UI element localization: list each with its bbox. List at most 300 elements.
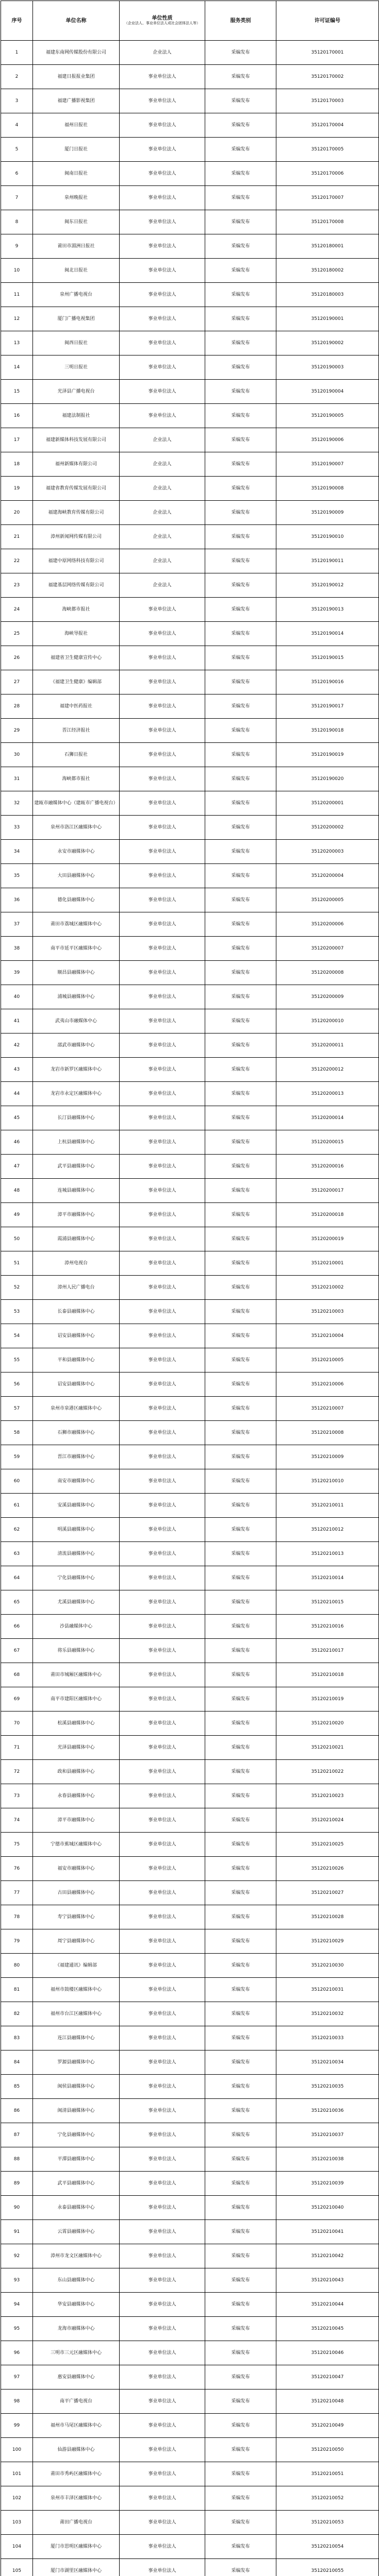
cell-unit-name: 永泰县融媒体中心 <box>33 2196 120 2220</box>
cell-unit-name: 厦门市思明区融媒体中心 <box>33 2535 120 2559</box>
table-row <box>1 2486 379 2511</box>
cell-service-type: 采编发布 <box>205 2462 276 2486</box>
cell-unit-name: 海峡导报社 <box>33 622 120 646</box>
cell-unit-nature: 事业单位法人 <box>120 2196 205 2220</box>
cell-license-number: 35120210054 <box>276 2535 379 2559</box>
cell-unit-nature: 企业法人 <box>120 525 205 549</box>
cell-license-number: 35120210027 <box>276 1881 379 1905</box>
cell-service-type: 采编发布 <box>205 767 276 791</box>
cell-seq: 18 <box>1 452 33 477</box>
cell-service-type: 采编发布 <box>205 2099 276 2123</box>
cell-unit-nature: 事业单位法人 <box>120 719 205 743</box>
table-row <box>1 1445 379 1469</box>
cell-license-number: 35120170007 <box>276 186 379 210</box>
cell-service-type: 采编发布 <box>205 452 276 477</box>
table-row <box>1 89 379 113</box>
cell-unit-nature: 事业单位法人 <box>120 864 205 888</box>
cell-license-number: 35120180002 <box>276 259 379 283</box>
table-row <box>1 937 379 961</box>
table-row <box>1 501 379 525</box>
cell-unit-name: 龙岩市永定区融媒体中心 <box>33 1082 120 1106</box>
cell-unit-name: 武夷山市融媒体中心 <box>33 1009 120 1033</box>
table-row <box>1 2026 379 2050</box>
cell-unit-nature: 事业单位法人 <box>120 816 205 840</box>
cell-license-number: 35120190012 <box>276 573 379 598</box>
cell-unit-name: 南安市融媒体中心 <box>33 1469 120 1494</box>
cell-unit-name: 福建中医药报社 <box>33 694 120 719</box>
cell-service-type: 采编发布 <box>205 2026 276 2050</box>
cell-seq: 46 <box>1 1130 33 1155</box>
table-row <box>1 1300 379 1324</box>
cell-seq: 82 <box>1 2002 33 2026</box>
cell-seq: 97 <box>1 2365 33 2389</box>
cell-license-number: 35120200014 <box>276 1106 379 1130</box>
cell-unit-nature: 事业单位法人 <box>120 2172 205 2196</box>
table-row <box>1 1736 379 1760</box>
cell-license-number: 35120200005 <box>276 888 379 912</box>
cell-unit-name: 石狮市融媒体中心 <box>33 1421 120 1445</box>
cell-seq: 19 <box>1 477 33 501</box>
table-row <box>1 283 379 307</box>
cell-service-type: 采编发布 <box>205 2438 276 2462</box>
cell-service-type: 采编发布 <box>205 1397 276 1421</box>
cell-unit-nature: 事业单位法人 <box>120 1542 205 1566</box>
cell-unit-nature: 事业单位法人 <box>120 1590 205 1615</box>
cell-unit-name: 宁德市蕉城区融媒体中心 <box>33 1833 120 1857</box>
cell-license-number: 35120170002 <box>276 65 379 89</box>
cell-license-number: 35120190016 <box>276 670 379 694</box>
cell-service-type: 采编发布 <box>205 2365 276 2389</box>
table-row <box>1 380 379 404</box>
cell-license-number: 35120210035 <box>276 2075 379 2099</box>
cell-unit-nature: 事业单位法人 <box>120 2317 205 2341</box>
table-row <box>1 2462 379 2486</box>
cell-seq: 38 <box>1 937 33 961</box>
cell-service-type: 采编发布 <box>205 1324 276 1348</box>
cell-seq: 21 <box>1 525 33 549</box>
cell-unit-name: 莆田市城厢区融媒体中心 <box>33 1663 120 1687</box>
cell-unit-nature: 事业单位法人 <box>120 1808 205 1833</box>
cell-seq: 4 <box>1 113 33 138</box>
cell-unit-name: 福建日报报业集团 <box>33 65 120 89</box>
cell-license-number: 35120210045 <box>276 2317 379 2341</box>
cell-service-type: 采编发布 <box>205 2050 276 2075</box>
cell-unit-name: 《福建卫生健康》编辑部 <box>33 670 120 694</box>
cell-unit-nature: 事业单位法人 <box>120 791 205 816</box>
table-row <box>1 404 379 428</box>
cell-unit-name: 福建海峡教育传媒有限公司 <box>33 501 120 525</box>
cell-unit-name: 东山县融媒体中心 <box>33 2268 120 2293</box>
cell-unit-name: 华安县融媒体中心 <box>33 2293 120 2317</box>
cell-unit-nature: 事业单位法人 <box>120 1445 205 1469</box>
table-row <box>1 1009 379 1033</box>
table-row <box>1 2293 379 2317</box>
cell-license-number: 35120210047 <box>276 2365 379 2389</box>
cell-unit-nature: 事业单位法人 <box>120 1227 205 1251</box>
cell-seq: 39 <box>1 961 33 985</box>
cell-seq: 54 <box>1 1324 33 1348</box>
cell-unit-nature: 事业单位法人 <box>120 985 205 1009</box>
cell-license-number: 35120210052 <box>276 2486 379 2511</box>
cell-license-number: 35120190005 <box>276 404 379 428</box>
cell-unit-nature: 事业单位法人 <box>120 355 205 380</box>
cell-seq: 32 <box>1 791 33 816</box>
cell-seq: 99 <box>1 2414 33 2438</box>
cell-unit-nature: 事业单位法人 <box>120 2244 205 2268</box>
table-row <box>1 694 379 719</box>
cell-license-number: 35120200004 <box>276 864 379 888</box>
cell-service-type: 采编发布 <box>205 864 276 888</box>
table-row <box>1 1929 379 1954</box>
cell-service-type: 采编发布 <box>205 573 276 598</box>
cell-license-number: 35120210010 <box>276 1469 379 1494</box>
cell-unit-nature: 事业单位法人 <box>120 743 205 767</box>
cell-service-type: 采编发布 <box>205 1082 276 1106</box>
cell-unit-nature: 事业单位法人 <box>120 2535 205 2559</box>
cell-seq: 103 <box>1 2511 33 2535</box>
cell-service-type: 采编发布 <box>205 138 276 162</box>
cell-unit-name: 福建基层网络传媒有限公司 <box>33 573 120 598</box>
table-row <box>1 428 379 452</box>
cell-service-type: 采编发布 <box>205 1929 276 1954</box>
cell-unit-name: 晋江经济报社 <box>33 719 120 743</box>
cell-service-type: 采编发布 <box>205 743 276 767</box>
table-row <box>1 2196 379 2220</box>
cell-service-type: 采编发布 <box>205 2389 276 2414</box>
cell-unit-nature: 事业单位法人 <box>120 1639 205 1663</box>
cell-seq: 53 <box>1 1300 33 1324</box>
cell-license-number: 35120200003 <box>276 840 379 864</box>
cell-license-number: 35120210049 <box>276 2414 379 2438</box>
cell-license-number: 35120210032 <box>276 2002 379 2026</box>
cell-service-type: 采编发布 <box>205 1978 276 2002</box>
cell-seq: 59 <box>1 1445 33 1469</box>
cell-unit-name: 莆田广播电视台 <box>33 2511 120 2535</box>
license-table <box>1 1 379 2576</box>
cell-unit-nature: 事业单位法人 <box>120 65 205 89</box>
table-row <box>1 598 379 622</box>
cell-service-type: 采编发布 <box>205 1300 276 1324</box>
cell-seq: 69 <box>1 1687 33 1711</box>
cell-seq: 2 <box>1 65 33 89</box>
cell-unit-name: 沙县融媒体中心 <box>33 1615 120 1639</box>
cell-unit-name: 南平广播电视台 <box>33 2389 120 2414</box>
cell-seq: 22 <box>1 549 33 573</box>
cell-unit-nature: 事业单位法人 <box>120 1494 205 1518</box>
cell-unit-nature: 事业单位法人 <box>120 646 205 670</box>
cell-service-type: 采编发布 <box>205 477 276 501</box>
cell-service-type: 采编发布 <box>205 816 276 840</box>
cell-unit-name: 福州市鼓楼区融媒体中心 <box>33 1978 120 2002</box>
table-row <box>1 2002 379 2026</box>
cell-unit-nature: 事业单位法人 <box>120 404 205 428</box>
cell-service-type: 采编发布 <box>205 162 276 186</box>
cell-unit-nature: 事业单位法人 <box>120 1203 205 1227</box>
cell-seq: 26 <box>1 646 33 670</box>
cell-seq: 3 <box>1 89 33 113</box>
cell-unit-nature: 事业单位法人 <box>120 113 205 138</box>
table-row <box>1 162 379 186</box>
cell-service-type: 采编发布 <box>205 2172 276 2196</box>
table-row <box>1 2389 379 2414</box>
cell-unit-name: 福建广播影视集团 <box>33 89 120 113</box>
table-row <box>1 477 379 501</box>
cell-unit-nature: 事业单位法人 <box>120 1760 205 1784</box>
cell-seq: 35 <box>1 864 33 888</box>
cell-unit-nature: 事业单位法人 <box>120 598 205 622</box>
cell-unit-nature: 事业单位法人 <box>120 622 205 646</box>
cell-service-type: 采编发布 <box>205 2002 276 2026</box>
cell-seq: 81 <box>1 1978 33 2002</box>
cell-seq: 24 <box>1 598 33 622</box>
cell-license-number: 35120200013 <box>276 1082 379 1106</box>
cell-unit-name: 永春县融媒体中心 <box>33 1784 120 1808</box>
cell-service-type: 采编发布 <box>205 1590 276 1615</box>
cell-license-number: 35120180003 <box>276 283 379 307</box>
table-row <box>1 2438 379 2462</box>
cell-unit-name: 宁化县融媒体中心 <box>33 2123 120 2147</box>
cell-seq: 9 <box>1 234 33 259</box>
cell-unit-nature: 事业单位法人 <box>120 2099 205 2123</box>
cell-unit-nature: 事业单位法人 <box>120 1687 205 1711</box>
table-row <box>1 2050 379 2075</box>
cell-unit-name: 福建省教育传媒发展有限公司 <box>33 477 120 501</box>
cell-unit-name: 三明日报社 <box>33 355 120 380</box>
cell-unit-name: 永安市融媒体中心 <box>33 840 120 864</box>
cell-service-type: 采编发布 <box>205 1905 276 1929</box>
cell-service-type: 采编发布 <box>205 1639 276 1663</box>
cell-seq: 45 <box>1 1106 33 1130</box>
cell-seq: 34 <box>1 840 33 864</box>
table-row <box>1 2559 379 2576</box>
cell-unit-name: 政和县融媒体中心 <box>33 1760 120 1784</box>
cell-seq: 58 <box>1 1421 33 1445</box>
cell-license-number: 35120180001 <box>276 234 379 259</box>
cell-unit-name: 泉州市泉港区融媒体中心 <box>33 1397 120 1421</box>
cell-seq: 63 <box>1 1542 33 1566</box>
cell-service-type: 采编发布 <box>205 331 276 355</box>
table-row <box>1 2147 379 2172</box>
table-row <box>1 1276 379 1300</box>
cell-seq: 65 <box>1 1590 33 1615</box>
cell-unit-nature: 事业单位法人 <box>120 1130 205 1155</box>
cell-seq: 20 <box>1 501 33 525</box>
table-row <box>1 1251 379 1276</box>
cell-license-number: 35120210031 <box>276 1978 379 2002</box>
cell-seq: 43 <box>1 1058 33 1082</box>
cell-service-type: 采编发布 <box>205 65 276 89</box>
cell-license-number: 35120210001 <box>276 1251 379 1276</box>
table-row <box>1 1663 379 1687</box>
cell-seq: 14 <box>1 355 33 380</box>
cell-service-type: 采编发布 <box>205 1542 276 1566</box>
cell-service-type: 采编发布 <box>205 1203 276 1227</box>
cell-license-number: 35120200007 <box>276 937 379 961</box>
cell-seq: 31 <box>1 767 33 791</box>
cell-service-type: 采编发布 <box>205 1663 276 1687</box>
cell-license-number: 35120190014 <box>276 622 379 646</box>
table-row <box>1 2099 379 2123</box>
cell-seq: 88 <box>1 2147 33 2172</box>
cell-unit-nature: 事业单位法人 <box>120 2438 205 2462</box>
cell-service-type: 采编发布 <box>205 1711 276 1736</box>
cell-service-type: 采编发布 <box>205 549 276 573</box>
cell-seq: 102 <box>1 2486 33 2511</box>
cell-unit-nature: 事业单位法人 <box>120 331 205 355</box>
cell-license-number: 35120210008 <box>276 1421 379 1445</box>
cell-seq: 100 <box>1 2438 33 2462</box>
table-row <box>1 1615 379 1639</box>
cell-service-type: 采编发布 <box>205 1033 276 1058</box>
header-seq: 序号 <box>1 1 33 41</box>
cell-service-type: 采编发布 <box>205 2293 276 2317</box>
cell-seq: 7 <box>1 186 33 210</box>
cell-license-number: 35120190018 <box>276 719 379 743</box>
cell-unit-nature: 事业单位法人 <box>120 89 205 113</box>
table-row <box>1 355 379 380</box>
cell-license-number: 35120170004 <box>276 113 379 138</box>
cell-seq: 80 <box>1 1954 33 1978</box>
cell-license-number: 35120190015 <box>276 646 379 670</box>
cell-seq: 15 <box>1 380 33 404</box>
cell-unit-nature: 事业单位法人 <box>120 1179 205 1203</box>
cell-license-number: 35120210029 <box>276 1929 379 1954</box>
header-unit-nature-subtitle: （企业法人、事业单位法人或社会团体法人等） <box>124 21 200 25</box>
cell-license-number: 35120200001 <box>276 791 379 816</box>
cell-license-number: 35120210016 <box>276 1615 379 1639</box>
cell-unit-name: 漳平市融媒体中心 <box>33 1808 120 1833</box>
cell-service-type: 采编发布 <box>205 113 276 138</box>
table-row <box>1 1348 379 1372</box>
table-row <box>1 113 379 138</box>
cell-unit-name: 福州市马尾区融媒体中心 <box>33 2414 120 2438</box>
table-row <box>1 2365 379 2389</box>
cell-unit-name: 闽南日报社 <box>33 162 120 186</box>
table-row <box>1 1494 379 1518</box>
table-row <box>1 1954 379 1978</box>
cell-license-number: 35120190001 <box>276 307 379 331</box>
cell-seq: 29 <box>1 719 33 743</box>
header-service-type: 服务类别 <box>205 1 276 41</box>
cell-seq: 90 <box>1 2196 33 2220</box>
cell-unit-nature: 事业单位法人 <box>120 186 205 210</box>
cell-unit-name: 闽侯县融媒体中心 <box>33 2075 120 2099</box>
cell-license-number: 35120210037 <box>276 2123 379 2147</box>
table-row <box>1 791 379 816</box>
cell-seq: 52 <box>1 1276 33 1300</box>
cell-seq: 55 <box>1 1348 33 1372</box>
cell-unit-name: 周宁县融媒体中心 <box>33 1929 120 1954</box>
cell-license-number: 35120170005 <box>276 138 379 162</box>
cell-license-number: 35120190007 <box>276 452 379 477</box>
cell-service-type: 采编发布 <box>205 2268 276 2293</box>
cell-license-number: 35120210020 <box>276 1711 379 1736</box>
cell-license-number: 35120190010 <box>276 525 379 549</box>
table-row <box>1 1469 379 1494</box>
cell-license-number: 35120210013 <box>276 1542 379 1566</box>
cell-license-number: 35120210050 <box>276 2438 379 2462</box>
cell-seq: 37 <box>1 912 33 937</box>
cell-unit-nature: 事业单位法人 <box>120 2389 205 2414</box>
table-row <box>1 1324 379 1348</box>
cell-license-number: 35120200018 <box>276 1203 379 1227</box>
table-row <box>1 1203 379 1227</box>
cell-unit-nature: 企业法人 <box>120 477 205 501</box>
cell-unit-nature: 事业单位法人 <box>120 1082 205 1106</box>
cell-seq: 78 <box>1 1905 33 1929</box>
cell-unit-name: 云霄县融媒体中心 <box>33 2220 120 2244</box>
cell-unit-name: 武平县融媒体中心 <box>33 1155 120 1179</box>
cell-service-type: 采编发布 <box>205 2123 276 2147</box>
cell-unit-nature: 事业单位法人 <box>120 2486 205 2511</box>
cell-unit-name: 将乐县融媒体中心 <box>33 1639 120 1663</box>
cell-unit-name: 惠安县融媒体中心 <box>33 2365 120 2389</box>
cell-unit-nature: 事业单位法人 <box>120 2147 205 2172</box>
cell-service-type: 采编发布 <box>205 1469 276 1494</box>
cell-service-type: 采编发布 <box>205 985 276 1009</box>
cell-license-number: 35120210007 <box>276 1397 379 1421</box>
cell-unit-nature: 事业单位法人 <box>120 1058 205 1082</box>
cell-seq: 12 <box>1 307 33 331</box>
table-row <box>1 1155 379 1179</box>
cell-license-number: 35120210038 <box>276 2147 379 2172</box>
cell-service-type: 采编发布 <box>205 1106 276 1130</box>
cell-seq: 1 <box>1 41 33 65</box>
cell-license-number: 35120210039 <box>276 2172 379 2196</box>
cell-service-type: 采编发布 <box>205 186 276 210</box>
cell-unit-nature: 事业单位法人 <box>120 2462 205 2486</box>
table-row <box>1 1808 379 1833</box>
cell-service-type: 采编发布 <box>205 1954 276 1978</box>
cell-license-number: 35120210044 <box>276 2293 379 2317</box>
cell-unit-nature: 事业单位法人 <box>120 961 205 985</box>
cell-service-type: 采编发布 <box>205 2317 276 2341</box>
cell-seq: 11 <box>1 283 33 307</box>
cell-service-type: 采编发布 <box>205 1808 276 1833</box>
cell-seq: 61 <box>1 1494 33 1518</box>
cell-service-type: 采编发布 <box>205 210 276 234</box>
cell-service-type: 采编发布 <box>205 598 276 622</box>
cell-service-type: 采编发布 <box>205 1881 276 1905</box>
cell-unit-name: 古田县融媒体中心 <box>33 1881 120 1905</box>
cell-unit-nature: 事业单位法人 <box>120 2002 205 2026</box>
cell-seq: 83 <box>1 2026 33 2050</box>
cell-unit-name: 顺昌县融媒体中心 <box>33 961 120 985</box>
table-row <box>1 1130 379 1155</box>
cell-service-type: 采编发布 <box>205 1227 276 1251</box>
cell-license-number: 35120210026 <box>276 1857 379 1881</box>
cell-license-number: 35120210053 <box>276 2511 379 2535</box>
cell-unit-nature: 事业单位法人 <box>120 2559 205 2576</box>
cell-unit-name: 《福建通讯》编辑部 <box>33 1954 120 1978</box>
cell-unit-name: 明溪县融媒体中心 <box>33 1518 120 1542</box>
cell-license-number: 35120190013 <box>276 598 379 622</box>
cell-service-type: 采编发布 <box>205 1155 276 1179</box>
cell-service-type: 采编发布 <box>205 2559 276 2576</box>
table-row <box>1 525 379 549</box>
cell-service-type: 采编发布 <box>205 1372 276 1397</box>
cell-service-type: 采编发布 <box>205 1445 276 1469</box>
cell-unit-nature: 事业单位法人 <box>120 380 205 404</box>
table-row <box>1 138 379 162</box>
cell-unit-nature: 事业单位法人 <box>120 1469 205 1494</box>
table-row <box>1 234 379 259</box>
cell-service-type: 采编发布 <box>205 41 276 65</box>
cell-seq: 50 <box>1 1227 33 1251</box>
cell-license-number: 35120200015 <box>276 1130 379 1155</box>
cell-seq: 41 <box>1 1009 33 1033</box>
cell-seq: 48 <box>1 1179 33 1203</box>
